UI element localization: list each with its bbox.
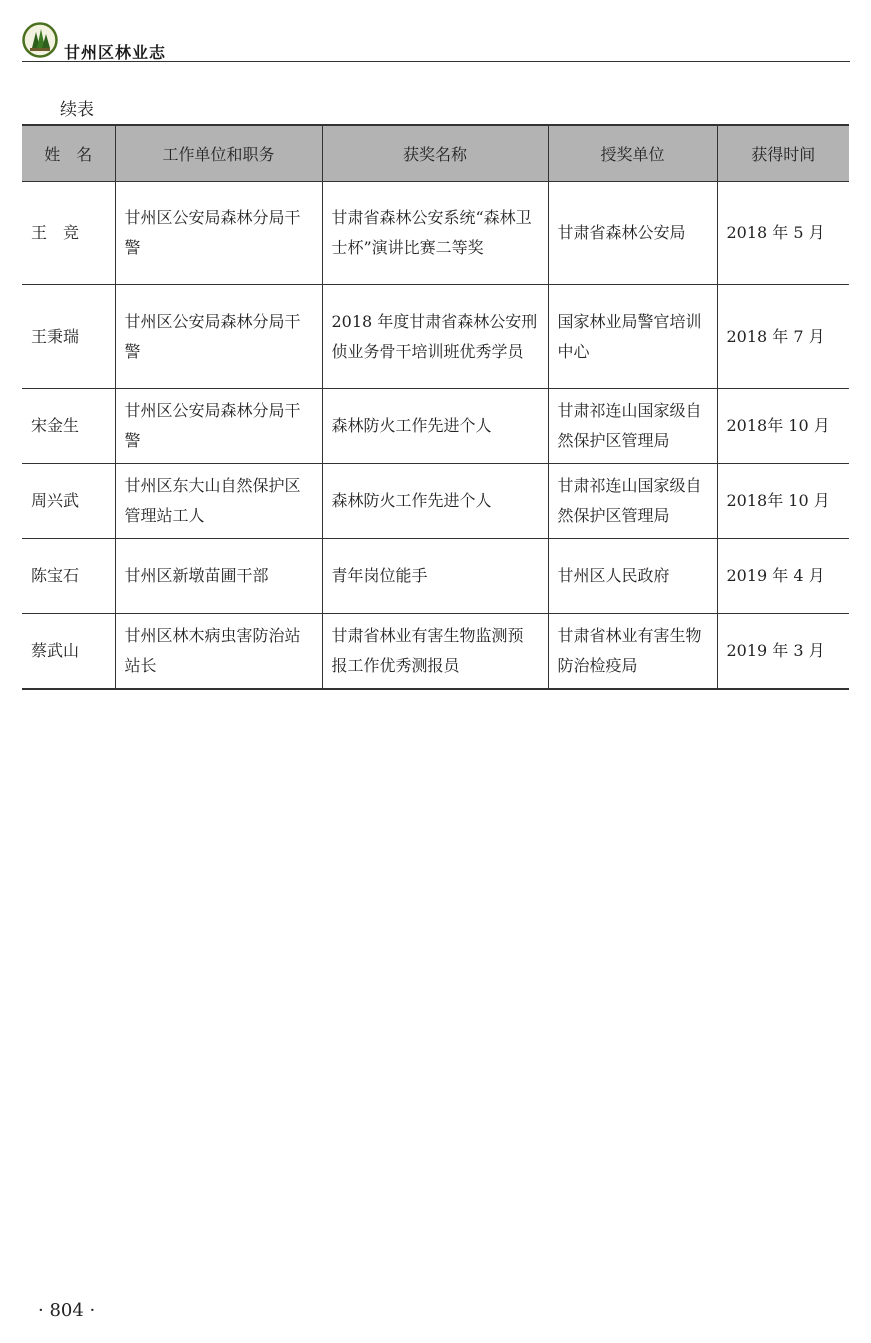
cell-award: 甘肃省森林公安系统“森林卫士杯”演讲比赛二等奖 [322,182,548,285]
cell-name: 王 竞 [22,182,115,285]
table-row [22,614,849,689]
cell-name: 蔡武山 [22,614,115,689]
cell-issuer: 甘州区人民政府 [548,539,717,614]
column-header-award: 获奖名称 [322,125,548,182]
header-divider [22,61,850,62]
cell-award: 森林防火工作先进个人 [322,464,548,539]
cell-issuer: 甘肃祁连山国家级自然保护区管理局 [548,389,717,464]
table-row [22,182,849,285]
table-row [22,389,849,464]
cell-unit: 甘州区新墩苗圃干部 [115,539,322,614]
cell-award: 青年岗位能手 [322,539,548,614]
cell-award: 2018 年度甘肃省森林公安刑侦业务骨干培训班优秀学员 [322,285,548,389]
cell-date: 2018年 10 月 [717,464,849,539]
cell-award: 森林防火工作先进个人 [322,389,548,464]
cell-date: 2018年 10 月 [717,389,849,464]
cell-issuer: 甘肃祁连山国家级自然保护区管理局 [548,464,717,539]
cell-date: 2018 年 5 月 [717,182,849,285]
table-caption: 续表 [60,100,94,120]
cell-unit: 甘州区东大山自然保护区管理站工人 [115,464,322,539]
column-header-name: 姓 名 [22,125,115,182]
cell-unit: 甘州区公安局森林分局干警 [115,389,322,464]
cell-issuer: 国家林业局警官培训中心 [548,285,717,389]
cell-unit: 甘州区林木病虫害防治站站长 [115,614,322,689]
cell-unit: 甘州区公安局森林分局干警 [115,182,322,285]
column-header-issuer: 授奖单位 [548,125,717,182]
table-header-row [22,125,849,182]
page-header [22,22,850,62]
table-row [22,464,849,539]
cell-name: 王秉瑞 [22,285,115,389]
forest-trees-logo-icon [22,22,58,58]
cell-issuer: 甘肃省林业有害生物防治检疫局 [548,614,717,689]
cell-date: 2019 年 4 月 [717,539,849,614]
table-row [22,539,849,614]
cell-name: 陈宝石 [22,539,115,614]
cell-name: 周兴武 [22,464,115,539]
column-header-date: 获得时间 [717,125,849,182]
book-title: 甘州区林业志 [64,43,167,62]
column-header-unit: 工作单位和职务 [115,125,322,182]
awards-table [22,124,849,690]
cell-unit: 甘州区公安局森林分局干警 [115,285,322,389]
cell-name: 宋金生 [22,389,115,464]
cell-issuer: 甘肃省森林公安局 [548,182,717,285]
cell-date: 2019 年 3 月 [717,614,849,689]
cell-award: 甘肃省林业有害生物监测预报工作优秀测报员 [322,614,548,689]
table-row [22,285,849,389]
cell-date: 2018 年 7 月 [717,285,849,389]
page-number: · 804 · [38,1300,96,1321]
